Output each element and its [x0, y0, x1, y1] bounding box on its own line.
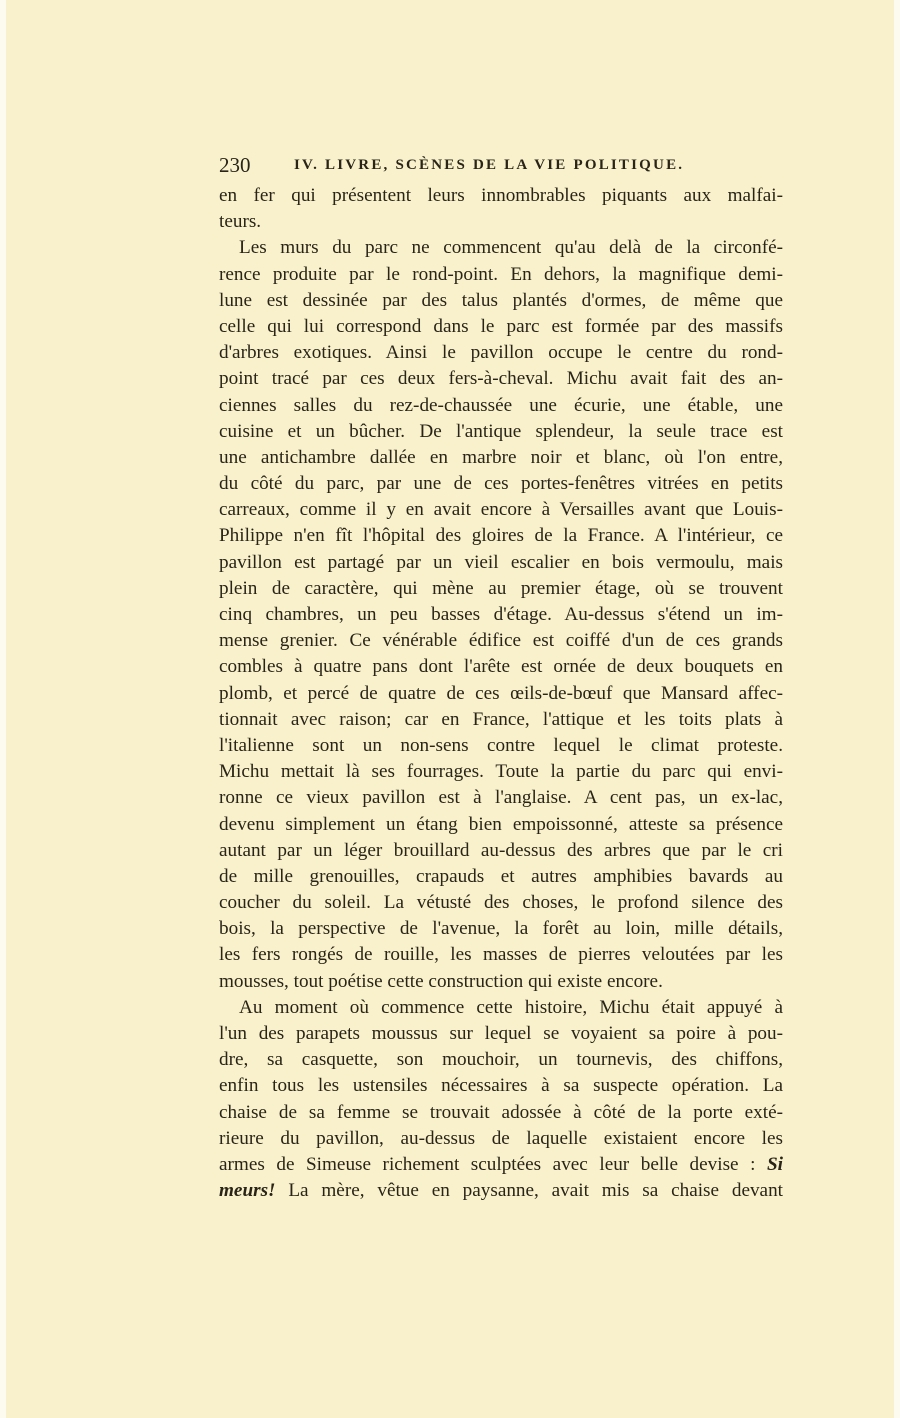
line-text: bois, la perspective de l'avenue, la forêt au loin, mille détails, — [219, 918, 783, 940]
text-line — [219, 366, 783, 392]
line-text: de mille grenouilles, crapauds et autres amphibies bavards au — [219, 865, 783, 887]
text-line — [219, 1178, 783, 1204]
text-line — [219, 1021, 783, 1047]
text-line — [219, 1100, 783, 1126]
line-text: ronne ce vieux pavillon est à l'anglaise. A cent pas, un ex-lac, — [219, 787, 783, 809]
line-text: La mère, vêtue en paysanne, avait mis sa chaise devant — [275, 1180, 783, 1202]
text-line — [219, 759, 783, 785]
line-text: chaise de sa femme se trouvait adossée à côté de la porte exté- — [219, 1101, 783, 1123]
line-text: l'italienne sont un non-sens contre lequel le climat proteste. — [219, 734, 783, 756]
text-line — [219, 969, 783, 995]
line-text: pavillon est partagé par un vieil escalier en bois vermoulu, mais — [219, 551, 783, 573]
text-line — [219, 838, 783, 864]
italic-motto: meurs! — [219, 1180, 276, 1202]
text-line — [219, 654, 783, 680]
text-line — [219, 916, 783, 942]
text-line — [219, 602, 783, 628]
text-line — [219, 1126, 783, 1152]
text-line — [219, 995, 783, 1021]
line-text: en fer qui présentent leurs innombrables piquants aux malfai- — [219, 185, 783, 206]
line-text: mousses, tout poétise cette construction qui existe encore. — [219, 970, 663, 992]
line-text: autant par un léger brouillard au-dessus des arbres que par le cri — [219, 839, 783, 861]
text-line — [219, 576, 783, 602]
book-page — [6, 0, 894, 1418]
line-text: teurs. — [219, 211, 262, 233]
text-line — [219, 550, 783, 576]
text-line — [219, 393, 783, 419]
line-text: lune est dessinée par des talus plantés d'ormes, de même que — [219, 289, 783, 311]
text-line — [219, 864, 783, 890]
line-text: rence produite par le rond-point. En dehors, la magnifique demi- — [219, 263, 783, 285]
line-text: Les murs du parc ne commencent qu'au delà de la circonfé- — [239, 237, 783, 259]
line-text: une antichambre dallée en marbre noir et blanc, où l'on entre, — [219, 446, 783, 468]
text-line — [219, 497, 783, 523]
line-text: Philippe n'en fît l'hôpital des gloires de la France. A l'intérieur, ce — [219, 525, 783, 547]
line-text: Michu mettait là ses fourrages. Toute la partie du parc qui envi- — [219, 761, 783, 783]
line-text: plomb, et percé de quatre de ces œils-de-bœuf que Mansard affec- — [219, 682, 783, 704]
text-line — [219, 235, 783, 261]
text-line — [219, 1152, 783, 1178]
line-text: coucher du soleil. La vétusté des choses, le profond silence des — [219, 892, 783, 914]
text-line — [219, 419, 783, 445]
line-text: mense grenier. Ce vénérable édifice est coiffé d'un de ces grands — [219, 630, 783, 652]
text-line — [219, 681, 783, 707]
line-text: carreaux, comme il y en avait encore à Versailles avant que Louis- — [219, 499, 783, 521]
text-line — [219, 262, 783, 288]
line-text: rieure du pavillon, au-dessus de laquelle existaient encore les — [219, 1127, 783, 1149]
line-text: celle qui lui correspond dans le parc est formée par des massifs — [219, 315, 783, 337]
line-text: cuisine et un bûcher. De l'antique splendeur, la seule trace est — [219, 420, 783, 442]
running-title: IV. LIVRE, SCÈNES DE LA VIE POLITIQUE. — [294, 157, 685, 173]
text-line — [219, 445, 783, 471]
line-text: combles à quatre pans dont l'arête est ornée de deux bouquets en — [219, 656, 783, 678]
line-text: tionnait avec raison; car en France, l'attique et les toits plats à — [219, 708, 783, 730]
line-text: ciennes salles du rez-de-chaussée une écurie, une étable, une — [219, 394, 783, 416]
text-line — [219, 812, 783, 838]
line-text: point tracé par ces deux fers-à-cheval. Michu avait fait des an- — [219, 368, 783, 390]
body-text — [219, 183, 783, 1204]
text-line — [219, 942, 783, 968]
italic-motto: Si — [766, 1153, 783, 1175]
line-text: enfin tous les ustensiles nécessaires à sa suspecte opération. La — [219, 1075, 783, 1097]
page-number: 230 — [219, 153, 251, 177]
text-line — [219, 183, 783, 209]
line-text: devenu simplement un étang bien empoissonné, atteste sa présence — [219, 813, 783, 835]
line-text: Au moment où commence cette histoire, Michu était appuyé à — [239, 996, 783, 1018]
line-text: dre, sa casquette, son mouchoir, un tournevis, des chiffons, — [219, 1049, 783, 1071]
text-line — [219, 288, 783, 314]
text-line — [219, 340, 783, 366]
line-text: cinq chambres, un peu basses d'étage. Au-dessus s'étend un im- — [219, 604, 783, 625]
text-line — [219, 785, 783, 811]
line-text: armes de Simeuse richement sculptées avec leur belle devise : — [219, 1153, 767, 1175]
text-line — [219, 733, 783, 759]
text-line — [219, 314, 783, 340]
line-text: d'arbres exotiques. Ainsi le pavillon occupe le centre du rond- — [219, 342, 783, 364]
text-line — [219, 1073, 783, 1099]
line-text: l'un des parapets moussus sur lequel se voyaient sa poire à pou- — [219, 1023, 783, 1044]
text-line — [219, 1047, 783, 1073]
text-line — [219, 471, 783, 497]
page-header — [219, 151, 783, 179]
text-line — [219, 707, 783, 733]
text-line — [219, 890, 783, 916]
line-text: plein de caractère, qui mène au premier étage, où se trouvent — [219, 577, 783, 599]
text-line — [219, 523, 783, 549]
line-text: du côté du parc, par une de ces portes-fenêtres vitrées en petits — [219, 473, 783, 495]
text-line — [219, 209, 783, 235]
line-text: les fers rongés de rouille, les masses de pierres veloutées par les — [219, 944, 783, 966]
text-block — [219, 151, 783, 1204]
text-line — [219, 628, 783, 654]
